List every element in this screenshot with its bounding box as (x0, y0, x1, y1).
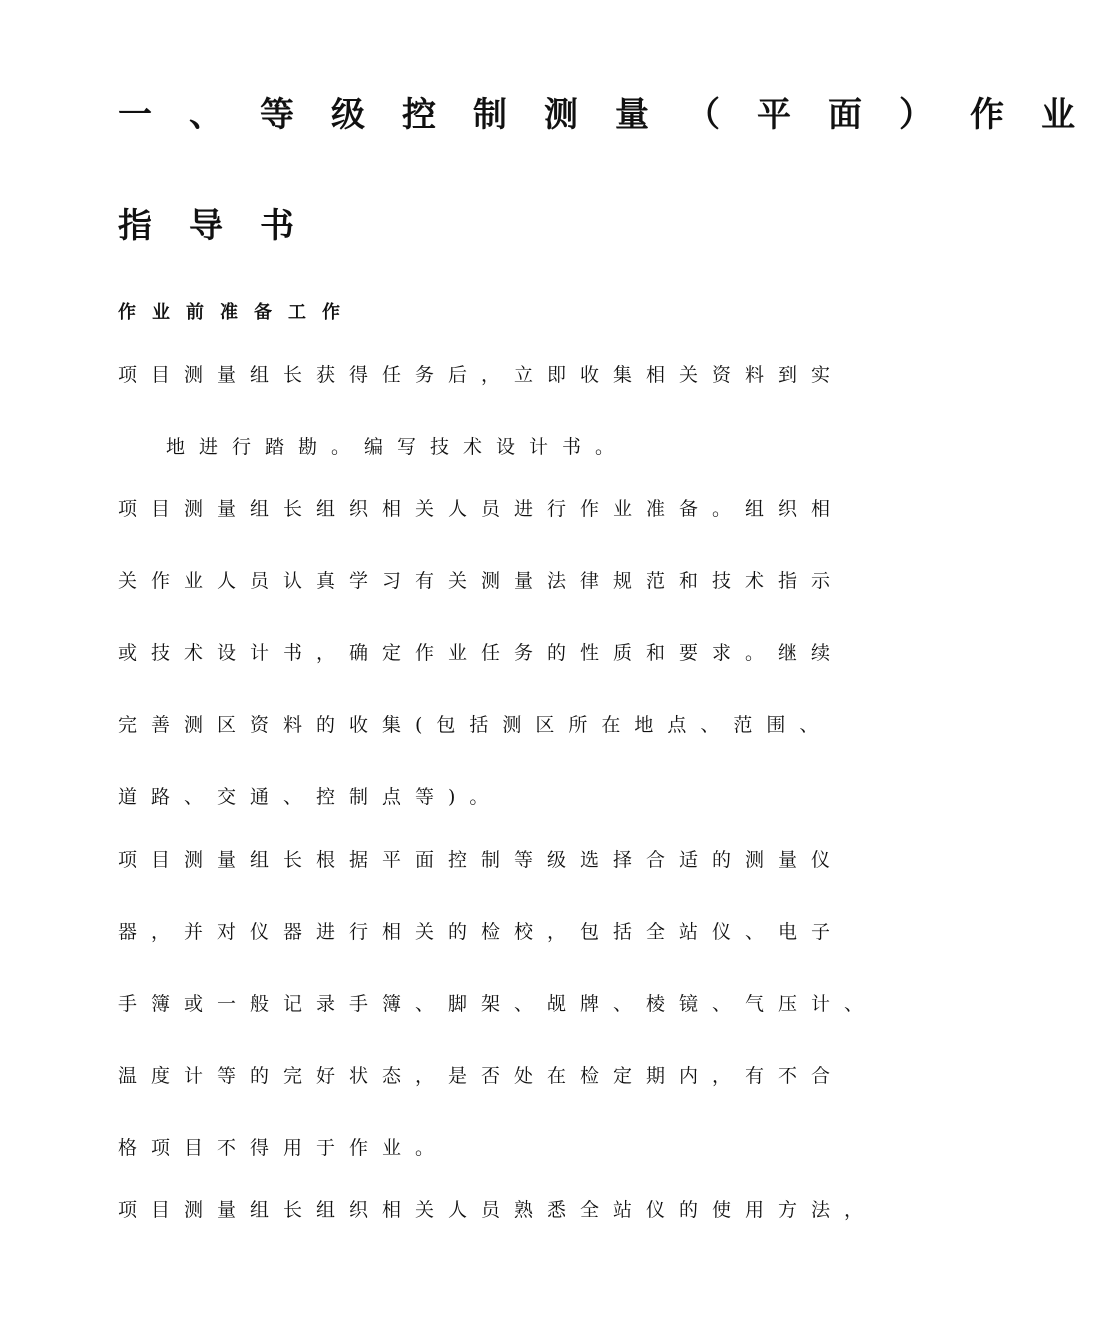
paragraph-line: 关作业人员认真学习有关测量法律规范和技术指示 (118, 570, 845, 592)
paragraph-line: 项目测量组长组织相关人员进行作业准备。组织相 (118, 498, 845, 520)
paragraph-line: 器，并对仪器进行相关的检校，包括全站仪、电子 (118, 921, 845, 943)
paragraph-line: 项目测量组长组织相关人员熟悉全站仪的使用方法， (118, 1199, 878, 1221)
paragraph-line: 完善测区资料的收集(包括测区所在地点、范围、 (118, 714, 833, 736)
paragraph-line: 格项目不得用于作业。 (118, 1137, 449, 1159)
paragraph-line: 项目测量组长获得任务后，立即收集相关资料到实 (118, 364, 845, 386)
paragraph-line: 手簿或一般记录手簿、脚架、觇牌、棱镜、气压计、 (118, 993, 878, 1015)
paragraph-line: 项目测量组长根据平面控制等级选择合适的测量仪 (118, 849, 845, 871)
document-title-line-1: 一、等级控制测量（平面）作业 (118, 95, 1112, 135)
document-title-line-2: 指导书 (118, 206, 331, 246)
paragraph-line: 道路、交通、控制点等)。 (118, 786, 503, 808)
paragraph-line: 或技术设计书，确定作业任务的性质和要求。继续 (118, 642, 845, 664)
section-heading: 作业前准备工作 (118, 302, 356, 323)
paragraph-line: 地进行踏勘。编写技术设计书。 (166, 436, 629, 458)
paragraph-line: 温度计等的完好状态，是否处在检定期内，有不合 (118, 1065, 845, 1087)
